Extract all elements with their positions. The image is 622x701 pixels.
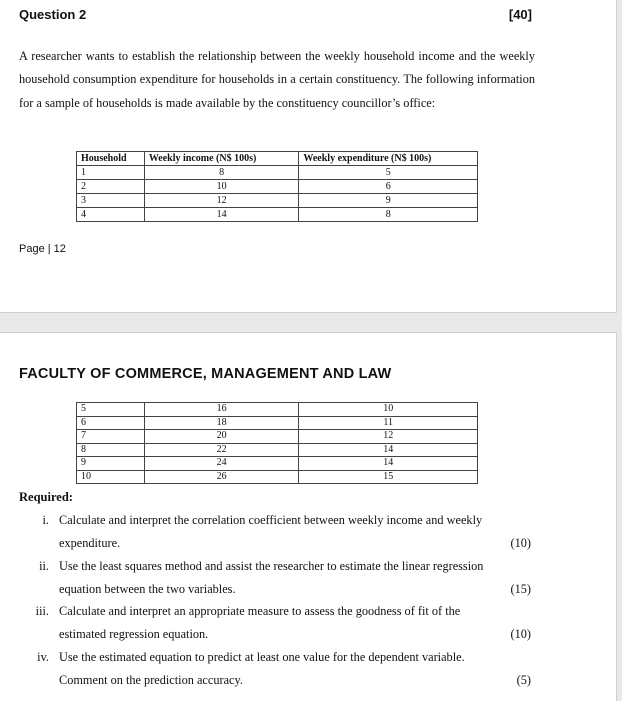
document-page-top: [0, 0, 617, 313]
cell-household: 2: [77, 180, 145, 194]
cell-expenditure: 9: [299, 194, 478, 208]
table-row: [77, 430, 478, 444]
cell-income: 18: [144, 416, 299, 430]
page-number: Page | 12: [19, 243, 66, 255]
table-row: [77, 457, 478, 471]
cell-income: 12: [144, 194, 299, 208]
item-text: Calculate and interpret the correlation coefficient between weekly income and weekly: [59, 513, 483, 527]
cell-expenditure: 14: [299, 457, 478, 471]
item-number: i.: [42, 513, 49, 527]
item-marks: (15): [510, 582, 531, 596]
item-text-continued: estimated regression equation.: [59, 627, 209, 641]
cell-household: 10: [77, 470, 145, 484]
cell-expenditure: 5: [299, 166, 478, 180]
cell-income: 10: [144, 180, 299, 194]
cell-expenditure: 15: [299, 470, 478, 484]
item-number: iii.: [35, 604, 49, 618]
item-marks: (10): [510, 627, 531, 641]
cell-income: 20: [144, 430, 299, 444]
item-text: Calculate and interpret an appropriate measure to assess the goodness of fit of the: [59, 604, 461, 618]
cell-household: 7: [77, 430, 145, 444]
table-row: [77, 208, 478, 222]
table-header-row: [77, 152, 478, 166]
cell-expenditure: 10: [299, 403, 478, 417]
cell-household: 3: [77, 194, 145, 208]
table-row: [77, 470, 478, 484]
item-text: Use the least squares method and assist the researcher to estimate the linear regression: [59, 559, 484, 573]
question-title: Question 2: [19, 7, 87, 22]
item-number: ii.: [39, 559, 49, 573]
table-row: [77, 166, 478, 180]
cell-household: 5: [77, 403, 145, 417]
cell-household: 6: [77, 416, 145, 430]
item-number: iv.: [37, 650, 49, 664]
cell-expenditure: 14: [299, 443, 478, 457]
data-table-part2: [76, 402, 478, 484]
cell-expenditure: 6: [299, 180, 478, 194]
question-marks: [40]: [508, 7, 532, 22]
cell-income: 24: [144, 457, 299, 471]
header-weekly-expenditure: Weekly expenditure (N$ 100s): [299, 152, 478, 166]
item-text-continued: Comment on the prediction accuracy.: [59, 673, 243, 687]
cell-household: 9: [77, 457, 145, 471]
item-marks: (5): [516, 673, 531, 687]
cell-income: 8: [144, 166, 299, 180]
cell-income: 26: [144, 470, 299, 484]
header-household: Household: [77, 152, 145, 166]
cell-expenditure: 11: [299, 416, 478, 430]
cell-income: 16: [144, 403, 299, 417]
item-text-continued: equation between the two variables.: [59, 582, 236, 596]
item-text: Use the estimated equation to predict at least one value for the dependent variable.: [59, 650, 465, 664]
cell-household: 8: [77, 443, 145, 457]
table-row: [77, 180, 478, 194]
item-marks: (10): [510, 536, 531, 550]
table-row: [77, 403, 478, 417]
required-heading: Required:: [19, 490, 73, 504]
table-row: [77, 443, 478, 457]
cell-household: 4: [77, 208, 145, 222]
cell-expenditure: 12: [299, 430, 478, 444]
header-weekly-income: Weekly income (N$ 100s): [144, 152, 299, 166]
table-row: [77, 416, 478, 430]
data-table-part1: [76, 151, 478, 222]
item-text-continued: expenditure.: [59, 536, 121, 550]
faculty-header: FACULTY OF COMMERCE, MANAGEMENT AND LAW: [19, 366, 392, 382]
cell-household: 1: [77, 166, 145, 180]
cell-income: 14: [144, 208, 299, 222]
question-intro: A researcher wants to establish the relationship between the weekly household income and the weekly household consumption expenditure for households in a certain constituency. The following information for a sample of households is made available by the constituency councillor’s office:: [19, 49, 535, 110]
cell-expenditure: 8: [299, 208, 478, 222]
cell-income: 22: [144, 443, 299, 457]
table-row: [77, 194, 478, 208]
